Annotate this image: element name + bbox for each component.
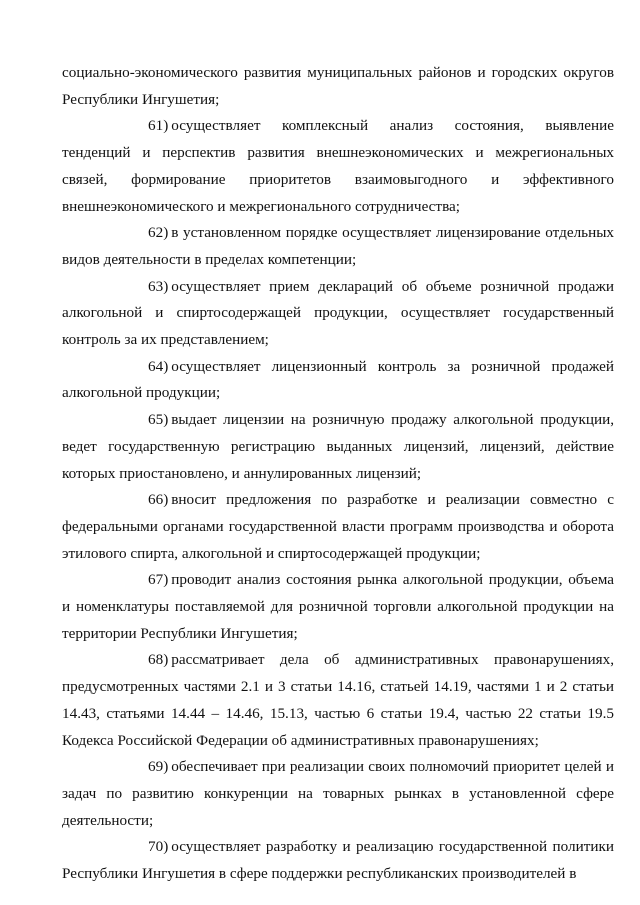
item-text: проводит анализ состояния рынка алкогольной продукции, объема и номенклатуры поставляемой для розничной торговли алкогольной продукции на территории Республики Ингушетия; bbox=[62, 571, 614, 642]
item-text: осуществляет разработку и реализацию государственной политики Республики Ингушетия в сфере поддержки республиканских производителей в bbox=[62, 838, 614, 883]
list-item-70 bbox=[62, 834, 614, 887]
list-item-62 bbox=[62, 220, 614, 273]
list-item-69 bbox=[62, 754, 614, 834]
list-item-68 bbox=[62, 647, 614, 754]
list-item-66 bbox=[62, 487, 614, 567]
item-text: обеспечивает при реализации своих полномочий приоритет целей и задач по развитию конкуренции на товарных рынках в установленной сфере деятельности; bbox=[62, 758, 614, 829]
list-item-64 bbox=[62, 354, 614, 407]
item-number: 67) bbox=[148, 571, 169, 589]
list-item-67 bbox=[62, 567, 614, 647]
item-text: осуществляет лицензионный контроль за розничной продажей алкогольной продукции; bbox=[62, 357, 614, 402]
item-number: 61) bbox=[148, 117, 169, 135]
item-text: выдает лицензии на розничную продажу алкогольной продукции, ведет государственную регистрацию выданных лицензий, лицензий, действие которых приостановлено, и аннулированных лицензий; bbox=[62, 411, 614, 482]
item-text: осуществляет комплексный анализ состояния, выявление тенденций и перспектив развития внешнеэкономических и межрегиональных связей, формирование приоритетов взаимовыгодного и эффективного внешнеэкономического и межрегионального сотрудничества; bbox=[62, 117, 614, 215]
item-number: 65) bbox=[148, 411, 169, 429]
item-number: 62) bbox=[148, 224, 169, 242]
item-number: 66) bbox=[148, 491, 169, 509]
item-text: вносит предложения по разработке и реализации совместно с федеральными органами государственной власти программ производства и оборота этилового спирта, алкогольной и спиртосодержащей продукции; bbox=[62, 491, 614, 562]
item-number: 63) bbox=[148, 277, 169, 295]
item-number: 69) bbox=[148, 758, 169, 776]
lead-paragraph: социально-экономического развития муниципальных районов и городских округов Республики Ингушетия; bbox=[62, 64, 614, 108]
item-text: рассматривает дела об административных правонарушениях, предусмотренных частями 2.1 и 3 статьи 14.16, статьей 14.19, частями 1 и 2 статьи 14.43, статьями 14.44 – 14.46, 15.13, частью 6 статьи 19.4, частью 22 статьи 19.5 Кодекса Российской Федерации об административных правонарушениях; bbox=[62, 651, 614, 749]
list-item-63 bbox=[62, 274, 614, 354]
item-text: осуществляет прием деклараций об объеме розничной продажи алкогольной и спиртосодержащей продукции, осуществляет государственный контроль за их представлением; bbox=[62, 277, 614, 349]
item-text: в установленном порядке осуществляет лицензирование отдельных видов деятельности в пределах компетенции; bbox=[62, 224, 614, 268]
list-item-61 bbox=[62, 113, 614, 220]
item-number: 64) bbox=[148, 357, 169, 375]
item-number: 68) bbox=[148, 651, 169, 669]
item-number: 70) bbox=[148, 838, 169, 856]
list-item-65 bbox=[62, 407, 614, 487]
